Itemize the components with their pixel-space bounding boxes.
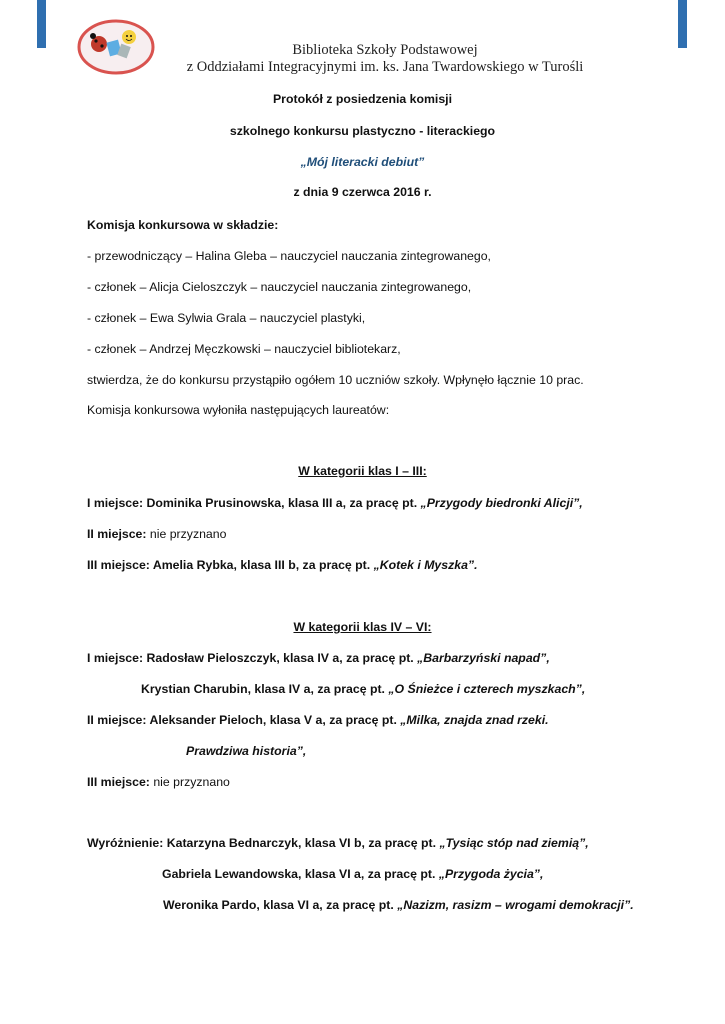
category-2-third-place [87, 774, 230, 790]
place-label: I miejsce: [87, 496, 144, 510]
work-title: „Kotek i Myszka”. [373, 558, 478, 572]
distinction-label: Wyróżnienie: [87, 836, 164, 850]
category-1-second-place [87, 526, 226, 542]
committee-member: - członek – Ewa Sylwia Grala – nauczyciel plastyki, [87, 311, 366, 325]
work-title: „Przygoda życia”, [438, 867, 544, 881]
laureate-info: nie przyznano [153, 775, 230, 789]
committee-heading: Komisja konkursowa w składzie: [87, 218, 279, 232]
committee-statement: stwierdza, że do konkursu przystąpiło ogółem 10 uczniów szkoły. Wpłynęło łącznie 10 prac. [87, 373, 584, 387]
work-title: „Milka, znajda znad rzeki. [400, 713, 549, 727]
laureate-info: Amelia Rybka, klasa III b, za pracę pt. [152, 558, 371, 572]
work-title: „Nazizm, rasizm – wrogami demokracji”. [397, 898, 634, 912]
laureate-info: Aleksander Pieloch, klasa V a, za pracę pt. [149, 713, 397, 727]
place-label: III miejsce: [87, 775, 150, 789]
contest-name: „Mój literacki debiut” [300, 155, 425, 169]
laureates-intro: Komisja konkursowa wyłoniła następujących laureatów: [87, 403, 390, 417]
category-2-first-place [87, 650, 550, 666]
category-1-heading: W kategorii klas I – III: [298, 464, 427, 478]
committee-member: - członek – Andrzej Męczkowski – nauczyciel bibliotekarz, [87, 342, 401, 356]
committee-member: - członek – Alicja Cieloszczyk – nauczyciel nauczania zintegrowanego, [87, 280, 472, 294]
protocol-title: Protokół z posiedzenia komisji [272, 92, 453, 106]
laureate-info: Radosław Pieloszczyk, klasa IV a, za pracę pt. [146, 651, 414, 665]
laureate-info: Katarzyna Bednarczyk, klasa VI b, za pracę pt. [166, 836, 437, 850]
laureate-info: nie przyznano [149, 527, 227, 541]
work-title-continuation: Prawdziwa historia”, [186, 744, 307, 758]
category-2-second-place [87, 712, 549, 728]
place-label: III miejsce: [87, 558, 150, 572]
school-name-line2: z Oddziałami Integracyjnymi im. ks. Jana Twardowskiego w Turośli [186, 59, 584, 75]
school-name-line1: Biblioteka Szkoły Podstawowej [292, 42, 478, 58]
contest-type: szkolnego konkursu plastyczno - literackiego [229, 124, 496, 138]
distinction-1 [87, 835, 589, 851]
place-label: II miejsce: [87, 527, 147, 541]
place-label: I miejsce: [87, 651, 144, 665]
work-title: „O Śnieżce i czterech myszkach”, [388, 682, 586, 696]
work-title: „Przygody biedronki Alicji”, [420, 496, 583, 510]
category-2-heading: W kategorii klas IV – VI: [293, 620, 432, 634]
laureate-info: Krystian Charubin, klasa IV a, za pracę pt. [141, 682, 385, 696]
committee-member: - przewodniczący – Halina Gleba – nauczyciel nauczania zintegrowanego, [87, 249, 491, 263]
distinction-2 [162, 866, 543, 882]
laureate-info: Dominika Prusinowska, klasa III a, za pracę pt. [146, 496, 418, 510]
place-label: II miejsce: [87, 713, 147, 727]
page-frame-right [678, 0, 687, 48]
laureate-info: Weronika Pardo, klasa VI a, za pracę pt. [163, 898, 394, 912]
distinction-3 [163, 897, 634, 913]
category-2-first-place-second-laureate [141, 681, 585, 697]
category-1-third-place [87, 557, 478, 573]
page-frame-left [37, 0, 46, 48]
school-library-logo [77, 19, 155, 75]
protocol-date: z dnia 9 czerwca 2016 r. [293, 185, 432, 199]
work-title: „Barbarzyński napad”, [417, 651, 550, 665]
laureate-info: Gabriela Lewandowska, klasa VI a, za pracę pt. [162, 867, 436, 881]
work-title: „Tysiąc stóp nad ziemią”, [439, 836, 589, 850]
category-1-first-place [87, 495, 583, 511]
school-name-header [160, 42, 610, 76]
